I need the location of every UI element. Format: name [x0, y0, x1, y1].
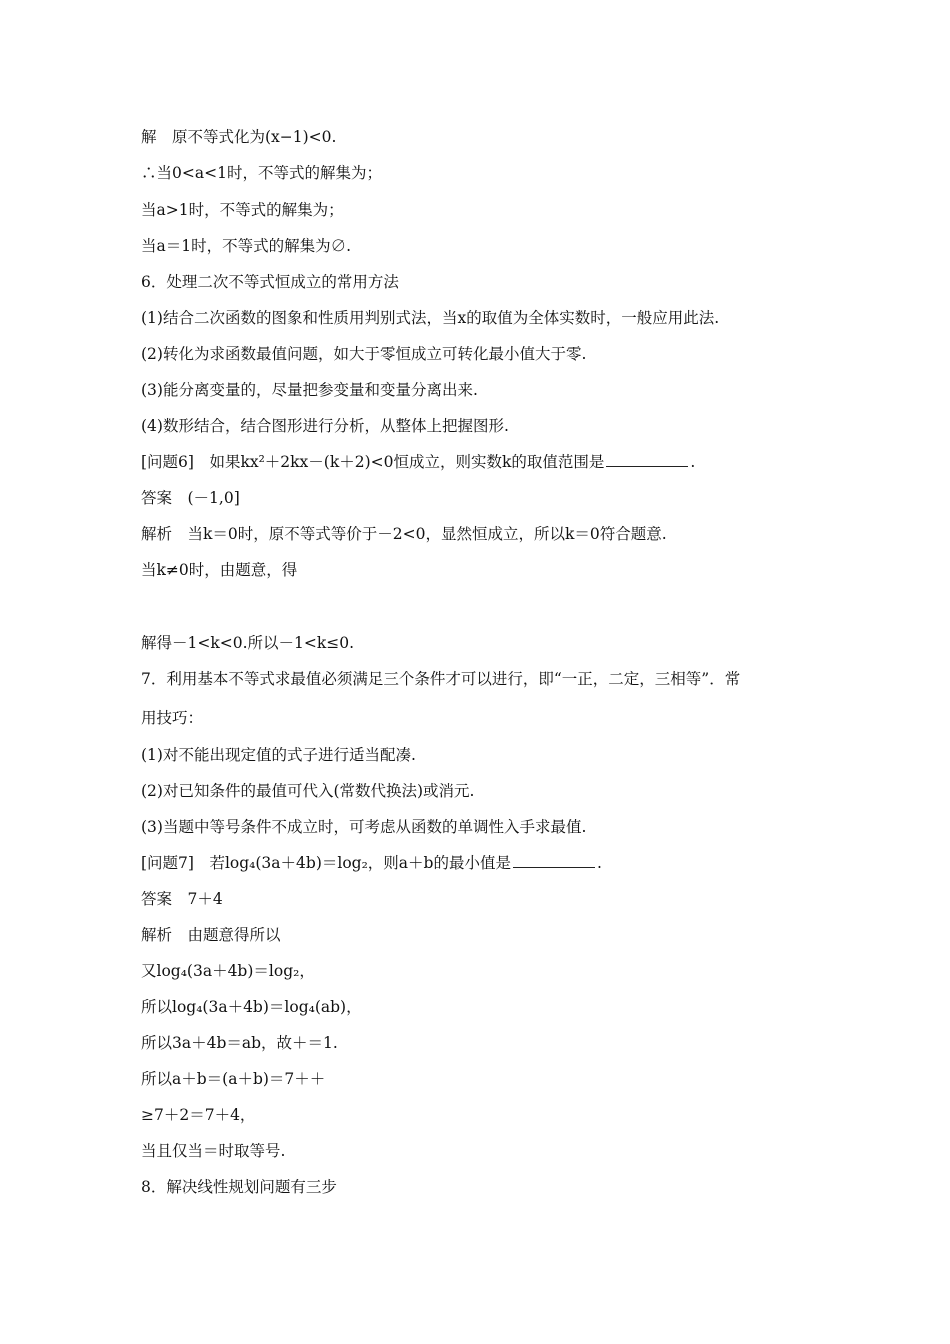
question-text: [问题7] 若log₄(3a＋4b)＝log₂，则a＋b的最小值是	[141, 854, 511, 872]
answer-blank	[513, 853, 595, 868]
question-end: .	[690, 453, 696, 471]
answer-line: 答案 (－1,0]	[141, 489, 240, 507]
question-line	[141, 853, 602, 873]
text-line: 所以a＋b＝(a＋b)＝7＋＋	[141, 1070, 326, 1088]
section-heading: 6．处理二次不等式恒成立的常用方法	[141, 273, 399, 291]
answer-line: 答案 7＋4	[141, 890, 223, 908]
question-line	[141, 452, 695, 472]
text-line: 解析 当k＝0时，原不等式等价于－2<0，显然恒成立，所以k＝0符合题意.	[141, 525, 667, 543]
text-line: (2)转化为求函数最值问题，如大于零恒成立可转化最小值大于零.	[141, 345, 587, 363]
text-line: 所以3a＋4b＝ab，故＋＝1.	[141, 1034, 338, 1052]
question-end: .	[596, 854, 602, 872]
text-line: 当k≠0时，由题意，得	[141, 561, 298, 579]
text-line: (2)对已知条件的最值可代入(常数代换法)或消元.	[141, 782, 475, 800]
answer-blank	[606, 452, 688, 467]
text-line: 解得－1<k<0.所以－1<k≤0.	[141, 634, 355, 652]
text-line: (1)对不能出现定值的式子进行适当配凑.	[141, 746, 416, 764]
text-line: 当a>1时，不等式的解集为；	[141, 201, 344, 219]
text-line: 解 原不等式化为(x−1)<0.	[141, 128, 337, 146]
text-line: 解析 由题意得所以	[141, 926, 281, 944]
text-line: 又log₄(3a＋4b)＝log₂，	[141, 962, 315, 980]
text-line: 当a＝1时，不等式的解集为∅.	[141, 237, 352, 255]
text-line: ∴当0<a<1时，不等式的解集为；	[141, 164, 382, 182]
section-heading: 7．利用基本不等式求最值必须满足三个条件才可以进行，即“一正，二定，三相等”．常	[141, 670, 741, 688]
text-line: 用技巧：	[141, 709, 204, 727]
text-line: (4)数形结合，结合图形进行分析，从整体上把握图形.	[141, 417, 509, 435]
text-line: 当且仅当＝时取等号.	[141, 1142, 286, 1160]
text-line: (3)能分离变量的，尽量把参变量和变量分离出来.	[141, 381, 478, 399]
text-line: (1)结合二次函数的图象和性质用判别式法，当x的取值为全体实数时，一般应用此法.	[141, 309, 720, 327]
text-line: (3)当题中等号条件不成立时，可考虑从函数的单调性入手求最值.	[141, 818, 587, 836]
text-line: 所以log₄(3a＋4b)＝log₄(ab)，	[141, 998, 362, 1016]
section-heading: 8．解决线性规划问题有三步	[141, 1178, 337, 1196]
question-text: [问题6] 如果kx²＋2kx－(k＋2)<0恒成立，则实数k的取值范围是	[141, 453, 605, 471]
text-line: ≥7＋2＝7＋4，	[141, 1106, 256, 1124]
